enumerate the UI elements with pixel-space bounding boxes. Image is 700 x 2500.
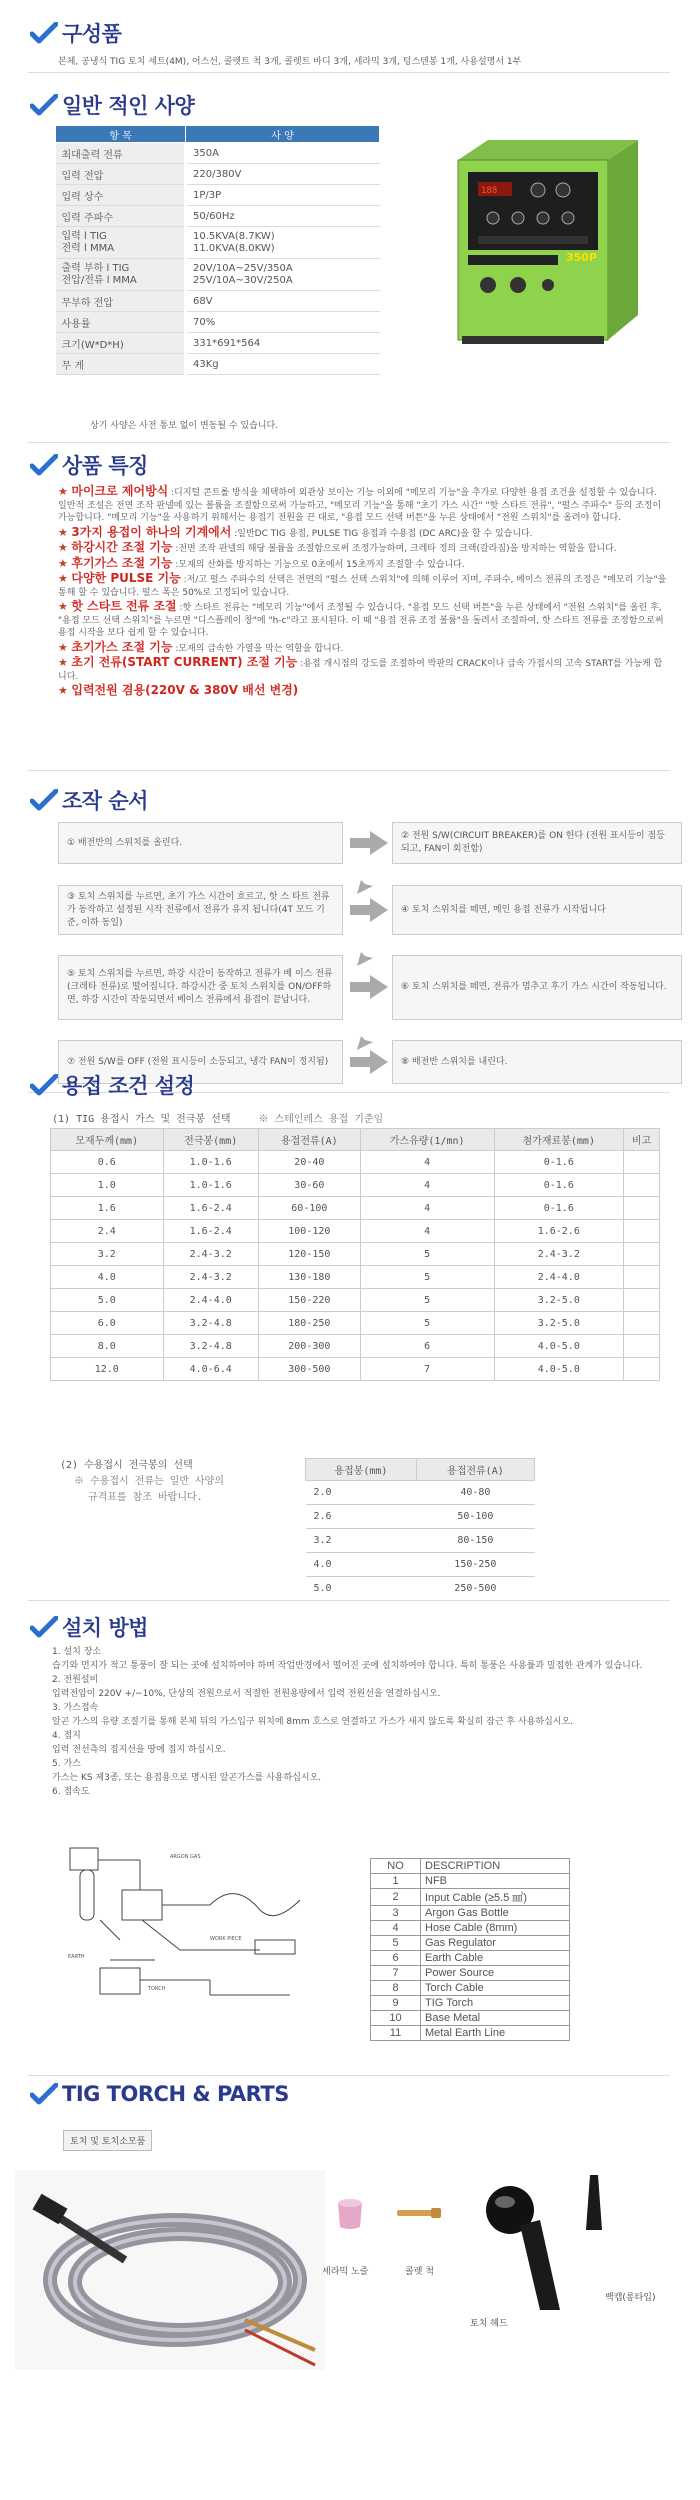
table-cell: 200-300 [258,1335,360,1358]
table-cell: Gas Regulator [421,1936,570,1951]
back-cap-label: 백캡(롱타입) [605,2293,656,2303]
section-title: 상품 특징 [62,454,148,478]
column-header: 용접전류(A) [258,1129,360,1151]
table-cell [624,1358,660,1381]
table-cell: 10 [371,2011,421,2026]
install-line: 알곤 가스의 유량 조절기를 통해 본체 뒤의 가스입구 위치에 8mm 호스로 연결하고 가스가 새지 않도록 확실히 잠근 후 사용하십시오. [52,1717,574,1727]
check-icon [30,2083,58,2105]
feature-highlight: 다양한 PULSE 기능 [71,571,181,585]
feature-highlight: 핫 스타트 전류 조절 [71,599,177,613]
arrow-down-left-icon [355,1022,385,1052]
table-cell: 12.0 [51,1358,164,1381]
spec-key: 크기(W*D*H) [56,333,186,354]
feature-item [58,526,668,541]
spec-value: 43Kg [186,354,380,375]
install-line: 2. 전원설비 [52,1675,99,1685]
table-cell: 6 [360,1335,494,1358]
table-cell: 1.0 [51,1174,164,1197]
arrow-right-icon [370,1050,388,1074]
spec-value: 220/380V [186,164,380,185]
table-cell: NFB [421,1874,570,1889]
spec-key: 입력 주파수 [56,206,186,227]
table2-note: ※ 수용접시 전류는 일반 사양의 [74,1476,225,1487]
feature-text: :모재의 급속한 가열을 막는 역할을 합니다. [172,643,344,654]
spec-value: 70% [186,312,380,333]
feature-item [58,572,668,599]
table-cell: 8.0 [51,1335,164,1358]
table-cell: Earth Cable [421,1951,570,1966]
table1-note: ※ 스테인레스 용접 기준임 [258,1114,384,1125]
table-cell: 3 [371,1906,421,1921]
section-torch-title [30,2082,289,2106]
check-icon [30,1074,58,1096]
feature-item [58,541,668,556]
divider [28,770,670,771]
table-cell: TIG Torch [421,1996,570,2011]
ceramic-nozzle-image [330,2195,370,2235]
table-cell: 60-100 [258,1197,360,1220]
table-cell: 4 [360,1174,494,1197]
table-row [51,1220,660,1243]
section-welding-title [30,1070,194,1100]
table-cell: 3.2-4.8 [163,1312,258,1335]
feature-text: :모재의 산화를 방지하는 기능으로 0초에서 15초까지 조절할 수 있습니다. [172,559,465,570]
torch-head-image [470,2170,620,2320]
table-cell: 3.2 [306,1529,417,1553]
table-cell: 6.0 [51,1312,164,1335]
operation-step-6: ⑥ 토치 스위치를 떼면, 전류가 멈추고 후기 가스 시간이 작동됩니다. [392,955,682,1020]
table-cell [624,1266,660,1289]
check-icon [30,94,58,116]
table-row [51,1151,660,1174]
check-icon [30,22,58,44]
table-cell: 4.0-5.0 [494,1358,624,1381]
feature-item [58,485,668,525]
column-header: 첨가재료봉(mm) [494,1129,624,1151]
install-line: 3. 가스접속 [52,1703,99,1713]
operation-step-1: ① 배전반의 스위치를 올린다. [58,822,343,864]
arrow-right-icon [370,975,388,999]
svg-text:ARGON GAS: ARGON GAS [170,1854,201,1860]
torch-head-label: 토치 헤드 [470,2319,508,2329]
table-row [371,1906,570,1921]
install-line: 습기와 먼지가 적고 통풍이 잘 되는 곳에 설치하여야 하며 작업반경에서 떨어진 곳에 설치하여야 합니다. 특히 통풍은 사용률과 밀접한 관계가 있습니다. [52,1661,643,1671]
feature-item [58,557,668,572]
table-cell: Input Cable (≥5.5 ㎟) [421,1889,570,1906]
star-icon: ★ [58,640,72,654]
ceramic-nozzle-label: 세라믹 노즐 [322,2267,369,2277]
spec-value-line: 10.5KVA(8.7KW) [193,230,275,242]
collet-label: 콜렛 척 [405,2267,434,2277]
table-cell: 3.2-5.0 [494,1289,624,1312]
section-title: 조작 순서 [62,789,148,813]
table-cell: 4.0-6.4 [163,1358,258,1381]
table-cell: 2.6 [306,1505,417,1529]
column-header: 비고 [624,1129,660,1151]
section-operation-title [30,785,148,815]
table-cell: 3.2-4.8 [163,1335,258,1358]
feature-highlight: 초기가스 조절 기능 [71,639,173,654]
table-cell: 7 [371,1966,421,1981]
feature-text: :디지털 콘트롤 방식을 채택하여 외관상 보이는 기능 이외에 "메모리 기능"을 추가로 다양한 용접 조건을 설정할 수 있습니다. 일반적 조설은 전면 조작 판넬에 있는 볼륨을 조절함으로써 가능하고, "메모리 기능"을 통해 "초기 가스 시간" "핫 스타트 전류", "펄스 주파수" 등의 조정이 가능합니다. "메모리 기능"을 사용하기 위해서는 용접기 전원을 끈 대로, "용접 모드 선택 버튼"을 누른 상태에서 "전원 스위치"를 올려야 합니다. [58,488,662,523]
table-cell: 4 [360,1220,494,1243]
table-cell [624,1289,660,1312]
table-cell: 40-80 [416,1481,534,1505]
table-row [306,1553,535,1577]
spec-header-value: 사 양 [186,126,380,143]
section-title: 일반 적인 사양 [62,94,195,118]
table-cell: 3.2 [51,1243,164,1266]
table-cell: Hose Cable (8mm) [421,1921,570,1936]
operation-step-3: ③ 토치 스위치를 누르면, 초기 가스 시간이 흐르고, 핫 스 타트 전류가 동작하고 설정된 시작 전류에서 전류가 유지 됩니다(4T 모드 기준, 이하 동일) [58,885,343,935]
spec-value-line: 20V/10A~25V/350A [193,262,293,274]
table-cell: Argon Gas Bottle [421,1906,570,1921]
table-cell: 2.4-3.2 [163,1266,258,1289]
table-cell: 2.4 [51,1220,164,1243]
table2-caption-text: (2) 수용접시 전극봉의 선택 [60,1460,193,1471]
feature-text: :용접 개시점의 강도를 조절하여 박판의 CRACK이나 급속 가접시의 고속 START를 가능케 합니다. [58,659,663,682]
collet-image [395,2205,445,2221]
operation-step-8: ⑧ 배전반 스위치를 내린다. [392,1040,682,1084]
column-header: DESCRIPTION [421,1859,570,1874]
table-cell: 5 [360,1289,494,1312]
arrow-down-left-icon [355,866,385,896]
divider [28,442,670,443]
section-title: 설치 방법 [62,1616,148,1640]
welding-machine-image [448,140,648,355]
spec-key-line: 출력 부하 l TIG [61,262,130,274]
table-cell: 5.0 [306,1577,417,1601]
table-cell: Metal Earth Line [421,2026,570,2041]
table-cell: 2.4-3.2 [163,1243,258,1266]
table-cell [624,1151,660,1174]
table-row [371,1936,570,1951]
table-row [51,1266,660,1289]
table-row [306,1577,535,1601]
section-install-title [30,1612,148,1642]
feature-highlight: 초기 전류(START CURRENT) 조절 기능 [71,655,298,669]
feature-highlight: 3가지 용접이 하나의 기계에서 [71,524,232,539]
table-cell: 5.0 [51,1289,164,1312]
spec-value: 50/60Hz [186,206,380,227]
table-cell: 5 [371,1936,421,1951]
table-cell: Base Metal [421,2011,570,2026]
table-cell: 2.4-3.2 [494,1243,624,1266]
table-cell: 9 [371,1996,421,2011]
table-cell: 1.6-2.4 [163,1197,258,1220]
install-line: 입력 전선측의 접지선을 땅에 접지 하십시오. [52,1745,226,1755]
table-row [51,1197,660,1220]
table-cell: 80-150 [416,1529,534,1553]
table-row [371,1966,570,1981]
star-icon: ★ [58,684,72,697]
arrow-right-icon [370,898,388,922]
table-cell: 5 [360,1312,494,1335]
section-title: TIG TORCH & PARTS [62,2082,289,2106]
table-cell: 2.4-4.0 [163,1289,258,1312]
table-row [51,1174,660,1197]
spec-value: 68V [186,291,380,312]
feature-item [58,641,668,656]
spec-value: 331*691*564 [186,333,380,354]
table2-note: 규격표를 참조 바랍니다. [88,1492,203,1503]
feature-item [58,656,668,683]
table-cell: Power Source [421,1966,570,1981]
check-icon [30,454,58,476]
arc-electrode-table [305,1458,535,1601]
column-header: 용접봉(mm) [306,1459,417,1481]
tig-conditions-table [50,1128,660,1381]
spec-value: 1P/3P [186,185,380,206]
connection-diagram [60,1840,330,2005]
table-cell: 180-250 [258,1312,360,1335]
feature-highlight: 입력전원 겸용(220V & 380V 배선 변경) [71,683,299,697]
spec-value-line: 25V/10A~30V/250A [193,274,293,286]
table-cell: 4 [371,1921,421,1936]
spec-key: 무부하 전압 [56,291,186,312]
install-line: 가스는 KS 제3종, 또는 용접용으로 명시된 알곤가스를 사용하십시오. [52,1773,322,1783]
table2-caption [60,1458,224,1506]
svg-text:WORK PIECE: WORK PIECE [210,1936,242,1942]
check-icon [30,789,58,811]
operation-step-2: ② 전원 S/W(CIRCUIT BREAKER)를 ON 한다 (전원 표시등이 점등되고, FAN이 회전함) [392,822,682,864]
spec-key: 사용률 [56,312,186,333]
operation-step-7: ⑦ 전원 S/W를 OFF (전원 표시등이 소등되고, 냉각 FAN이 정지됨) [58,1040,343,1084]
table-cell [624,1335,660,1358]
table-cell: 2 [371,1889,421,1906]
table-cell: 300-500 [258,1358,360,1381]
table-cell: 2.0 [306,1481,417,1505]
spec-key: 무 게 [56,354,186,375]
table-cell: 5 [360,1243,494,1266]
section-title: 구성품 [62,22,122,46]
star-icon: ★ [58,656,72,669]
torch-badge: 토치 및 토치소모품 [63,2130,152,2151]
table-row [306,1481,535,1505]
table-cell: Torch Cable [421,1981,570,1996]
table-cell: 0.6 [51,1151,164,1174]
spec-key-line: 전력 l MMA [61,242,115,254]
table-cell: 3.2-5.0 [494,1312,624,1335]
check-icon [30,1616,58,1638]
spec-value [186,227,380,259]
feature-text: :핫 스타트 전류는 "메모리 기능"에서 조정될 수 있습니다. "용접 모드 선택 버튼"을 누른 상태에서 "전원 스위치"를 올린 후, "용접 모드 선택 스위치"를 누르면 "디스플레이 창"에 "h-c"라고 표시된다. 이 때 "용접 전류 조정 볼륨"을 돌려서 조절하여, 핫 스타트 전류를 조정함으로써 용접 시작을 보다 쉽게 할 수 있습니다. [58,603,664,638]
table-cell [624,1243,660,1266]
table-cell: 5 [360,1266,494,1289]
table1-caption [52,1110,383,1125]
svg-text:TORCH: TORCH [148,1986,166,1992]
table-row [306,1505,535,1529]
features-list [58,485,668,700]
table-cell: 6 [371,1951,421,1966]
table-row [371,1951,570,1966]
table-cell: 50-100 [416,1505,534,1529]
divider [28,1600,670,1601]
torch-cable-image [15,2170,325,2370]
table-cell: 4 [360,1197,494,1220]
svg-text:188: 188 [481,186,498,196]
table1-caption-text: (1) TIG 용접시 가스 및 전극봉 선택 [52,1114,231,1125]
spec-header-item: 항 목 [56,126,186,143]
svg-text:EARTH: EARTH [68,1954,85,1960]
table-cell [624,1174,660,1197]
spec-value-line: 11.0KVA(8.0KW) [193,242,275,254]
table-cell: 0-1.6 [494,1174,624,1197]
table-cell: 130-180 [258,1266,360,1289]
table-cell: 4.0 [51,1266,164,1289]
install-line: 4. 접지 [52,1731,81,1741]
feature-text: :저/고 펄스 주파수의 선택은 전면의 "펄스 선택 스위치"에 의해 이루어 지며, 주파수, 베이스 전류의 조정은 "메모리 기능"을 통해 할 수 있습니다. 펄스 폭은 50%로 고정되어 있습니다. [58,575,667,598]
spec-key [56,227,186,259]
install-line: 6. 접속도 [52,1787,90,1797]
parts-list-table [370,1858,570,2041]
table-row [51,1312,660,1335]
spec-table [55,125,380,375]
table-cell: 1.6-2.6 [494,1220,624,1243]
spec-key: 입력 상수 [56,185,186,206]
operation-step-4: ④ 토치 스위치를 떼면, 메인 용접 전류가 시작됩니다 [392,885,682,935]
column-header: 용접전류(A) [416,1459,534,1481]
column-header: 모재두께(mm) [51,1129,164,1151]
table-cell: 2.4-4.0 [494,1266,624,1289]
spec-key: 입력 전압 [56,164,186,185]
table-row [51,1243,660,1266]
divider [28,2075,670,2076]
table-cell: 1.0-1.6 [163,1151,258,1174]
table-cell: 100-120 [258,1220,360,1243]
spec-key [56,259,186,291]
spec-value: 350A [186,143,380,164]
feature-text: :일반DC TIG 용접, PULSE TIG 용접과 수용접 (DC ARC)을 할 수 있습니다. [231,528,533,539]
arrow-down-left-icon [355,938,385,968]
table-row [306,1529,535,1553]
operation-step-5: ⑤ 토치 스위치를 누르면, 하강 시간이 동작하고 전류가 베 이스 전류(크레타 전류)로 떨어집니다. 하강시간 중 토치 스위치를 ON/OFF하면, 하강 시간이 작동되면서 베이스 전류에서 용접이 끝납니다. [58,955,343,1020]
table-row [371,1996,570,2011]
column-header: 가스유량(1/mn) [360,1129,494,1151]
table-cell: 1.6 [51,1197,164,1220]
machine-model-label: 350P [566,251,598,264]
table-row [51,1358,660,1381]
star-icon: ★ [58,541,72,554]
star-icon: ★ [58,556,72,570]
table-cell: 4.0-5.0 [494,1335,624,1358]
feature-highlight: 하강시간 조절 기능 [71,540,173,554]
table-cell [624,1312,660,1335]
table-cell: 0-1.6 [494,1197,624,1220]
table-cell: 30-60 [258,1174,360,1197]
table-cell: 1 [371,1874,421,1889]
feature-item [58,600,668,640]
table-cell: 150-220 [258,1289,360,1312]
spec-note: 상기 사양은 사전 통보 없이 변동될 수 있습니다. [90,421,279,431]
column-header: NO [371,1859,421,1874]
table-cell: 4.0 [306,1553,417,1577]
spec-key-line: 전압/전류 l MMA [61,274,137,286]
table-cell: 150-250 [416,1553,534,1577]
table-cell: 11 [371,2026,421,2041]
divider [28,72,670,73]
table-cell [624,1220,660,1243]
table-row [371,1874,570,1889]
table-cell: 7 [360,1358,494,1381]
install-line: 입력전압이 220V +/−10%, 단상의 전원으로서 적절한 전원용량에서 입력 전원선을 연결하십시오. [52,1689,441,1699]
section-spec-title [30,90,194,120]
section-composition-title [30,18,121,48]
spec-key: 최대출력 전류 [56,143,186,164]
table-row [51,1289,660,1312]
install-text [52,1645,672,1799]
table-cell: 1.0-1.6 [163,1174,258,1197]
table-row [51,1335,660,1358]
composition-text: 본체, 공냉식 TIG 토치 세트(4M), 어스선, 콜렛트 척 3개, 콜렛트 바디 3개, 세라믹 3개, 텅스텐봉 1개, 사용설명서 1부 [58,57,522,67]
table-cell [624,1197,660,1220]
table-row [371,1889,570,1906]
table-cell: 4 [360,1151,494,1174]
spec-key-line: 입력 l TIG [61,230,107,242]
arrow-right-icon [370,831,388,855]
table-cell: 120-150 [258,1243,360,1266]
star-icon: ★ [58,485,72,498]
table-row [371,2026,570,2041]
feature-text: :전면 조작 판넬의 해당 볼륨을 조절함으로써 조정가능하며, 크레타 정의 크랙(갈라짐)을 방지하는 역할을 합니다. [172,544,617,554]
table-cell: 20-40 [258,1151,360,1174]
install-line: 5. 가스 [52,1759,81,1769]
table-row [371,2011,570,2026]
section-features-title [30,450,148,480]
install-line: 1. 설치 장소 [52,1647,102,1657]
star-icon: ★ [58,600,72,613]
feature-highlight: 후기가스 조절 기능 [71,555,173,570]
table-cell: 8 [371,1981,421,1996]
table-cell: 0-1.6 [494,1151,624,1174]
table-row [371,1981,570,1996]
table-row [371,1921,570,1936]
star-icon: ★ [58,572,72,585]
column-header: 전극봉(mm) [163,1129,258,1151]
feature-highlight: 마이크로 제어방식 [71,484,169,498]
star-icon: ★ [58,525,72,539]
spec-value [186,259,380,291]
table-cell: 1.6-2.4 [163,1220,258,1243]
feature-item [58,684,668,699]
section-title: 용접 조건 설정 [62,1074,195,1098]
table-cell: 250-500 [416,1577,534,1601]
